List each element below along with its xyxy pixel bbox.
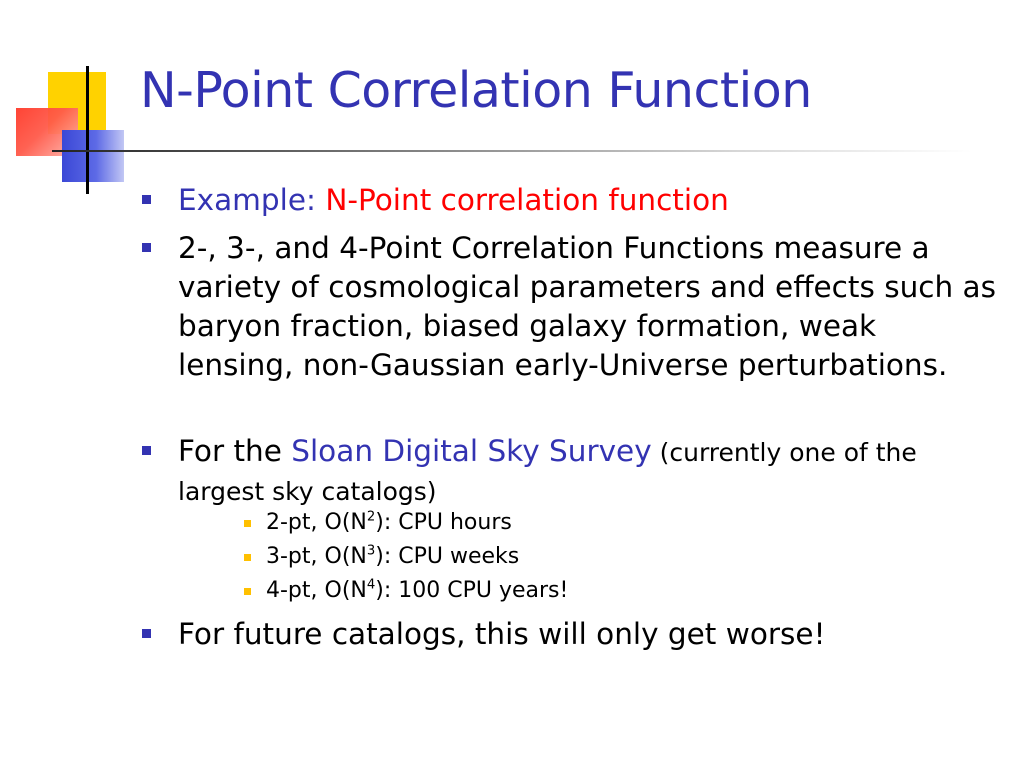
sub-bullet-4pt-tail: ): 100 CPU years! (375, 578, 569, 603)
sub-bullet-2pt (266, 507, 966, 539)
logo-blue-square (62, 130, 124, 182)
sub-bullet-3pt (266, 541, 966, 573)
bullet-example-prefix: Example: (178, 183, 326, 217)
bullet-example (178, 181, 998, 220)
bullet-marker (142, 629, 151, 638)
title-underline (52, 150, 972, 152)
sub-bullet-4pt-lead: 4-pt, O(N (266, 578, 367, 603)
sub-bullet-marker (244, 520, 251, 527)
sub-bullet-4pt (266, 575, 966, 607)
sub-bullet-marker (244, 554, 251, 561)
logo-vertical-line (86, 66, 89, 194)
sub-bullet-3pt-lead: 3-pt, O(N (266, 544, 367, 569)
bullet-marker (142, 243, 151, 252)
bullet-marker (142, 195, 151, 204)
sub-bullet-marker (244, 588, 251, 595)
bullet-correlation-functions-text: 2-, 3-, and 4-Point Correlation Functions measure a variety of cosmological parameters and effects such as baryon fraction, biased galaxy formation, weak lensing, non-Gaussian early-Universe perturbations. (178, 231, 997, 382)
bullet-future-catalogs (178, 615, 998, 654)
sub-bullet-2pt-exponent: 2 (366, 509, 376, 525)
sub-bullet-2pt-tail: ): CPU hours (375, 510, 512, 535)
slide-title: N-Point Correlation Function (140, 62, 812, 119)
sub-bullet-3pt-tail: ): CPU weeks (375, 544, 520, 569)
bullet-sdss (178, 432, 998, 510)
sub-bullet-3pt-exponent: 3 (366, 543, 376, 559)
decorative-logo (0, 0, 140, 200)
sub-bullet-4pt-exponent: 4 (366, 577, 376, 593)
bullet-marker (142, 446, 151, 455)
bullet-sdss-suffix: (currently one of the largest sky catalogs) (178, 438, 917, 506)
bullet-example-highlight: N-Point correlation function (325, 183, 729, 217)
bullet-sdss-highlight: Sloan Digital Sky Survey (291, 434, 652, 468)
sub-bullet-2pt-lead: 2-pt, O(N (266, 510, 367, 535)
bullet-sdss-prefix: For the (178, 434, 292, 468)
bullet-correlation-functions (178, 229, 998, 385)
bullet-future-catalogs-text: For future catalogs, this will only get worse! (178, 617, 826, 651)
